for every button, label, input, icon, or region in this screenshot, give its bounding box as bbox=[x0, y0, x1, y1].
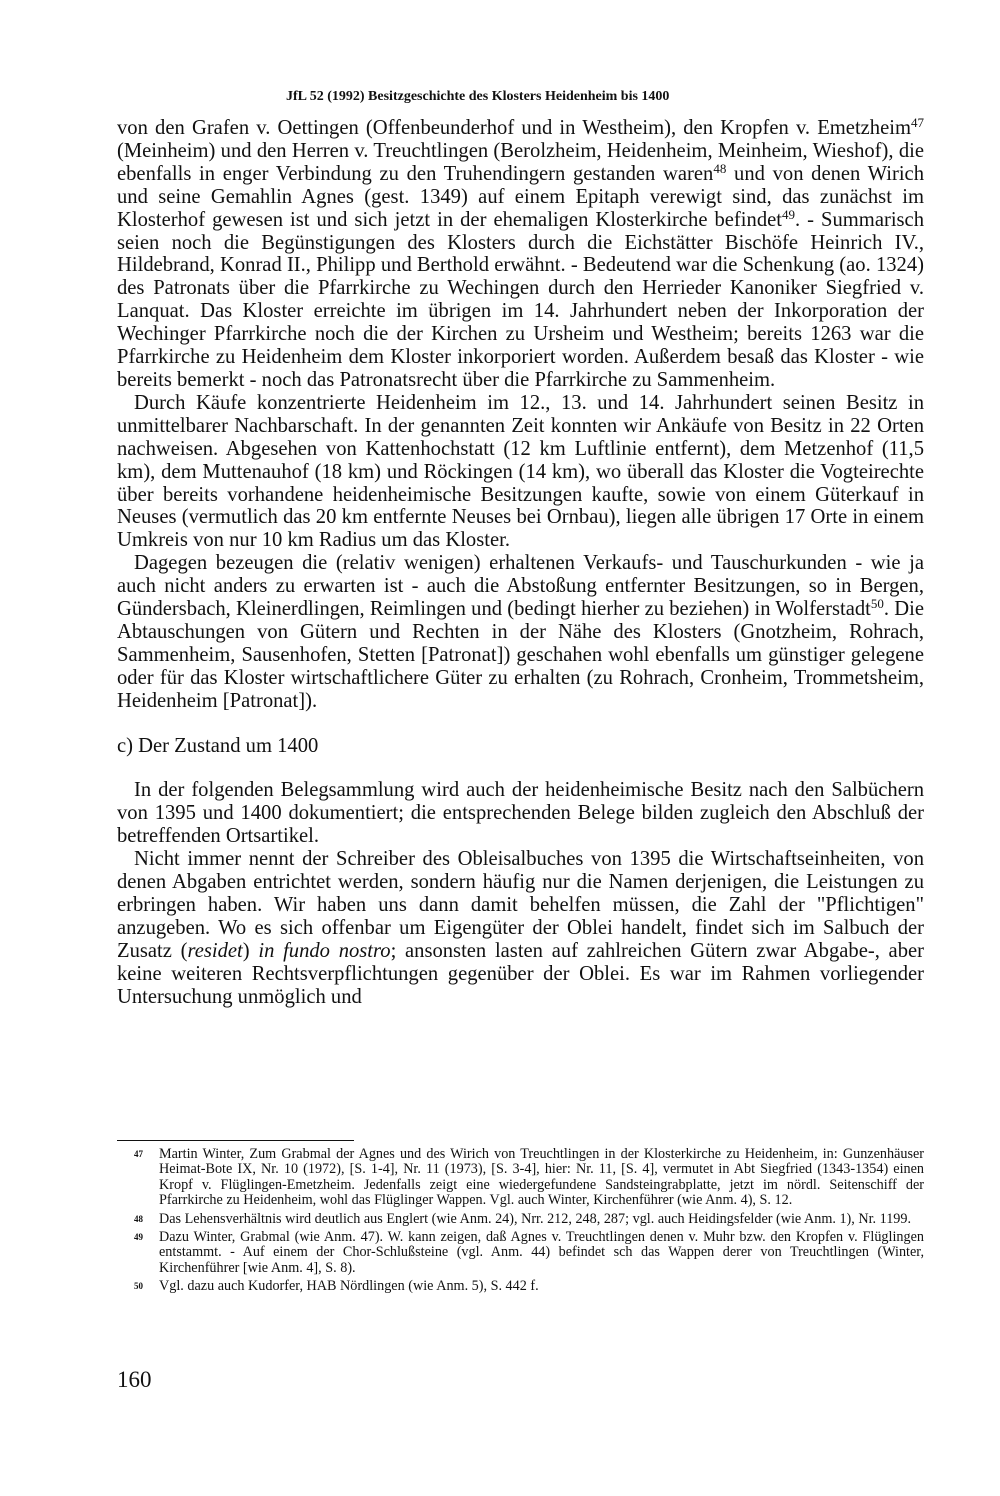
footnote-text: Martin Winter, Zum Grabmal der Agnes und des Wirich von Treuchtlingen in der Klosterkirche zu Heidenheim, in: Gunzenhäuser Heimat-Bote IX, Nr. 10 (1972), [S. 1-4], Nr. 11 (1973), [S. 3-4], hier: Nr. 11, [S. 4], vermutet in Abt Siegfried (1343-1354) einen Kropf v. Flüglingen-Emetzheim. Jedenfalls zeigt eine wiedergefundene Sandsteingrabplatte, jetzt im nördl. Seitenschiff der Pfarrkirche zu Heidenheim, wohl das Flüglinger Wappen. Vgl. auch Winter, Kirchenführer (wie Anm. 4), S. 12. bbox=[159, 1146, 924, 1209]
footnote-text: Dazu Winter, Grabmal (wie Anm. 47). W. kann zeigen, daß Agnes v. Treuchtlingen denen v. Muhr bzw. den Kropfen v. Flüglingen entstammt. - Auf einem der Chor-Schlußsteine (vgl. Anm. 44) befindet sch das Wappen derer von Treuchtlingen (Winter, Kirchenführer [wie Anm. 4], S. 8). bbox=[159, 1229, 924, 1276]
footnote-number: 48 bbox=[134, 1213, 143, 1224]
footnotes bbox=[117, 1147, 924, 1298]
section-heading: c) Der Zustand um 1400 bbox=[117, 734, 319, 757]
footnote-divider bbox=[117, 1140, 354, 1141]
footnote-49 bbox=[117, 1230, 924, 1276]
running-header: JfL 52 (1992) Besitzgeschichte des Klosters Heidenheim bis 1400 bbox=[286, 89, 670, 104]
paragraph-3: Dagegen bezeugen die (relativ wenigen) erhaltenen Verkaufs- und Tauschurkunden - wie ja auch nicht anders zu erwarten ist - auch die Abstoßung entfernter Besitzungen, so in Bergen, Gündersbach, Kleinerdlingen, Reimlingen und (bedingt hierher zu beziehen) in Wolferstadt$^{50}$. Die Abtauschungen von Gütern und Rechten in der Nähe des Klosters (Gnotzheim, Rohrach, Sammenheim, Sausenhofen, Stetten [Patronat]) geschahen wohl ebenfalls um günstiger gelegene oder für das Kloster wirtschaftlichere Güter zu erhalten (zu Rohrach, Cronheim, Trommetsheim, Heidenheim [Patronat]). bbox=[117, 552, 925, 712]
latin-in-fundo-nostro: in fundo nostro bbox=[258, 939, 391, 962]
footnote-number: 47 bbox=[134, 1149, 143, 1159]
paragraph-5: Nicht immer nennt der Schreiber des Obleisalbuches von 1395 die Wirtschaftseinheiten, von denen Abgaben entrichtet werden, sondern häufig nur die Namen derjenigen, die Leistungen zu erbringen haben. Wir haben uns dann damit behelfen müssen, die Zahl der "Pflichtigen" anzugeben. Wo es sich offenbar um Eigengüter der Oblei handelt, findet sich im Salbuch der Zusatz (residet) in fundo nostro; ansonsten lasten auf zahlreichen Gütern zwar Abgabe-, aber keine weiteren Rechtsverpflichtungen gegenüber der Oblei. Es war im Rahmen vorliegender Untersuchung unmöglich und bbox=[117, 848, 924, 1008]
footnote-ref-47: 47 bbox=[911, 115, 924, 130]
footnote-number: 50 bbox=[134, 1281, 143, 1292]
main-text bbox=[117, 117, 924, 1009]
footnote-ref-48: 48 bbox=[713, 160, 727, 176]
footnote-text: Vgl. dazu auch Kudorfer, HAB Nördlingen (wie Anm. 5), S. 442 f. bbox=[159, 1278, 539, 1295]
footnote-ref-50: 50 bbox=[870, 596, 884, 612]
footnote-ref-49: 49 bbox=[781, 206, 795, 222]
footnote-50 bbox=[117, 1279, 924, 1294]
paragraph-1: von den Grafen v. Oettingen (Offenbeunderhof und in Westheim), den Kropfen v. Emetzheim$^{47}$ (Meinheim) und den Herren v. Treuchtlingen (Berolzheim, Heidenheim, Meinheim, Wieshof), die ebenfalls in enger Verbindung zu den Truhendingern gestanden waren$^{48}$ und von denen Wirich und seine Gemahlin Agnes (gest. 1349) auf einem Epitaph verewigt sind, das zunächst im Klosterhof gewesen ist und sich jetzt in der ehemaligen Klosterkirche befindet$^{49}$. - Summarisch seien noch die Begünstigungen des Klosters durch die Eichstätter Bischöfe Heinrich IV., Hildebrand, Konrad II., Philipp und Berthold erwähnt. - Bedeutend war die Schenkung (ao. 1324) des Patronats über die Pfarrkirche zu Wechingen durch den Herrieder Kanoniker Siegfried v. Lanquat. Das Kloster erreichte im übrigen im 14. Jahrhundert neben der Inkorporation der Wechinger Pfarrkirche noch die der Kirchen zu Ursheim und Westheim; bereits 1263 war die Pfarrkirche zu Heidenheim dem Kloster inkorporiert worden. Außerdem besaß das Kloster - wie bereits bemerkt - noch das Patronatsrecht über die Pfarrkirche zu Sammenheim. bbox=[117, 115, 924, 391]
page-number: 160 bbox=[117, 1367, 152, 1392]
footnote-number: 49 bbox=[134, 1232, 143, 1243]
footnote-48 bbox=[117, 1212, 924, 1227]
footnote-text: Das Lehensverhältnis wird deutlich aus Englert (wie Anm. 24), Nrr. 212, 248, 287; vgl. auch Heidingsfelder (wie Anm. 1), Nr. 1199. bbox=[159, 1210, 912, 1227]
latin-residet: residet bbox=[187, 939, 243, 962]
paragraph-4: In der folgenden Belegsammlung wird auch der heidenheimische Besitz nach den Salbüchern von 1395 und 1400 dokumentiert; die entsprechenden Belege bilden zugleich den Abschluß der betreffenden Ortsartikel. bbox=[117, 779, 924, 848]
paragraph-2: Durch Käufe konzentrierte Heidenheim im 12., 13. und 14. Jahrhundert seinen Besitz in unmittelbarer Nachbarschaft. In der genannten Zeit konnten wir Ankäufe von Besitz in 22 Orten nachweisen. Abgesehen von Kattenhochstatt (12 km Luftlinie entfernt), dem Metzenhof (11,5 km), dem Muttenauhof (18 km) und Röckingen (14 km), wo überall das Kloster die Vogteirechte über bereits vorhandene heidenheimische Besitzungen kaufte, sowie von einem Güterkauf in Neuses (vermutlich das 20 km entfernte Neuses bei Ornbau), liegen alle übrigen 17 Orte in einem Umkreis von nur 10 km Radius um das Kloster. bbox=[117, 391, 924, 552]
footnote-47 bbox=[117, 1147, 924, 1209]
